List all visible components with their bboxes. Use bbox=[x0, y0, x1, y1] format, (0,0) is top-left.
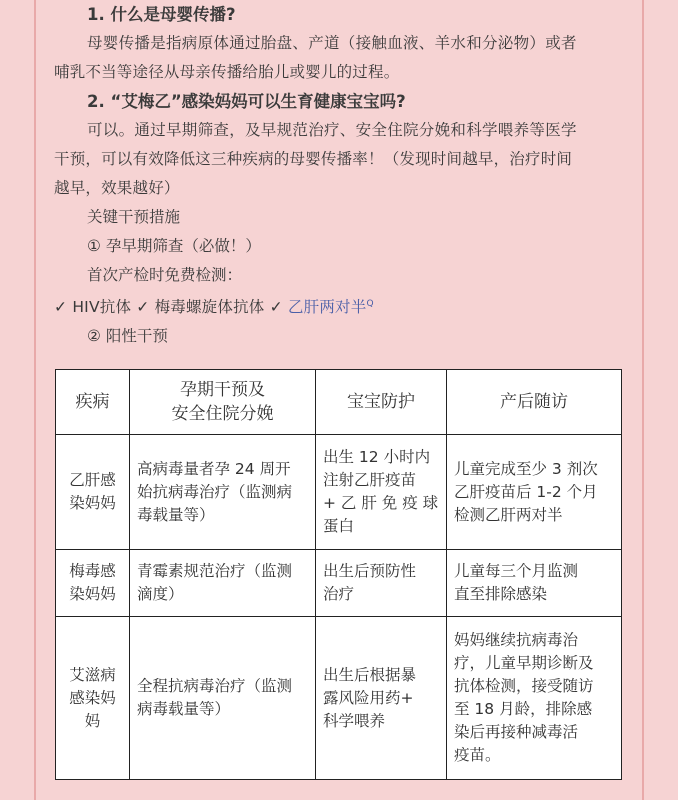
cell-postpartum-followup: 儿童每三个月监测 直至排除感染 bbox=[447, 550, 622, 617]
cell-pregnancy-intervention: 高病毒量者孕 24 周开 始抗病毒治疗（监测病 毒载量等） bbox=[130, 435, 316, 550]
step2-label: ② 阳性干预 bbox=[87, 327, 168, 346]
cell-baby-protection: 出生后预防性 治疗 bbox=[316, 550, 447, 617]
section2-paragraph-line1: 可以。通过早期筛查，及早规范治疗、安全住院分娩和科学喂养等医学 bbox=[87, 121, 577, 139]
first-check-label: 首次产检时免费检测： bbox=[87, 266, 243, 284]
table-row bbox=[56, 617, 622, 780]
cell-baby-protection: 出生 12 小时内 注射乙肝疫苗 + 乙 肝 免 疫 球 蛋白 bbox=[316, 435, 447, 550]
header-postpartum-followup: 产后随访 bbox=[447, 370, 622, 435]
cell-pregnancy-intervention: 青霉素规范治疗（监测 滴度） bbox=[130, 550, 316, 617]
header-disease: 疾病 bbox=[56, 370, 130, 435]
cell-disease: 乙肝感 染妈妈 bbox=[56, 435, 130, 550]
intervention-table bbox=[55, 369, 622, 780]
section2-paragraph-line2: 干预，可以有效降低这三种疾病的母婴传播率！（发现时间越早，治疗时间 bbox=[54, 150, 573, 168]
search-icon[interactable]: Q bbox=[366, 299, 374, 309]
cell-baby-protection: 出生后根据暴 露风险用药+ 科学喂养 bbox=[316, 617, 447, 780]
header-baby-protection: 宝宝防护 bbox=[316, 370, 447, 435]
section2-paragraph-line3: 越早，效果越好） bbox=[54, 179, 180, 197]
cell-postpartum-followup: 儿童完成至少 3 剂次 乙肝疫苗后 1-2 个月 检测乙肝两对半 bbox=[447, 435, 622, 550]
cell-postpartum-followup: 妈妈继续抗病毒治 疗，儿童早期诊断及 抗体检测，接受随访 至 18 月龄，排除感 染后再接种减毒活 疫苗。 bbox=[447, 617, 622, 780]
table-row bbox=[56, 435, 622, 550]
table-header-row bbox=[56, 370, 622, 435]
section2-heading: 2. “艾梅乙”感染妈妈可以生育健康宝宝吗? bbox=[87, 92, 406, 111]
table-row bbox=[56, 550, 622, 617]
frame-border-left bbox=[34, 0, 36, 800]
hepatitis-b-link[interactable]: 乙肝两对半 bbox=[287, 298, 367, 317]
section1-heading: 1. 什么是母婴传播? bbox=[87, 5, 236, 24]
cell-pregnancy-intervention: 全程抗病毒治疗（监测 病毒载量等） bbox=[130, 617, 316, 780]
frame-border-right bbox=[642, 0, 644, 800]
section1-paragraph-line1: 母婴传播是指病原体通过胎盘、产道（接触血液、羊水和分泌物）或者 bbox=[87, 34, 577, 52]
section1-paragraph-line2: 哺乳不当等途径从母亲传播给胎儿或婴儿的过程。 bbox=[54, 63, 400, 81]
header-pregnancy-intervention: 孕期干预及 安全住院分娩 bbox=[130, 370, 316, 435]
checks-list bbox=[54, 290, 624, 322]
cell-disease: 艾滋病 感染妈 妈 bbox=[56, 617, 130, 780]
step1-label: ① 孕早期筛查（必做！） bbox=[87, 237, 261, 255]
key-measures-label: 关键干预措施 bbox=[87, 208, 181, 226]
checks-prefix: ✓ HIV抗体 ✓ 梅毒螺旋体抗体 ✓ bbox=[54, 298, 288, 317]
cell-disease: 梅毒感 染妈妈 bbox=[56, 550, 130, 617]
article-body bbox=[54, 0, 624, 351]
